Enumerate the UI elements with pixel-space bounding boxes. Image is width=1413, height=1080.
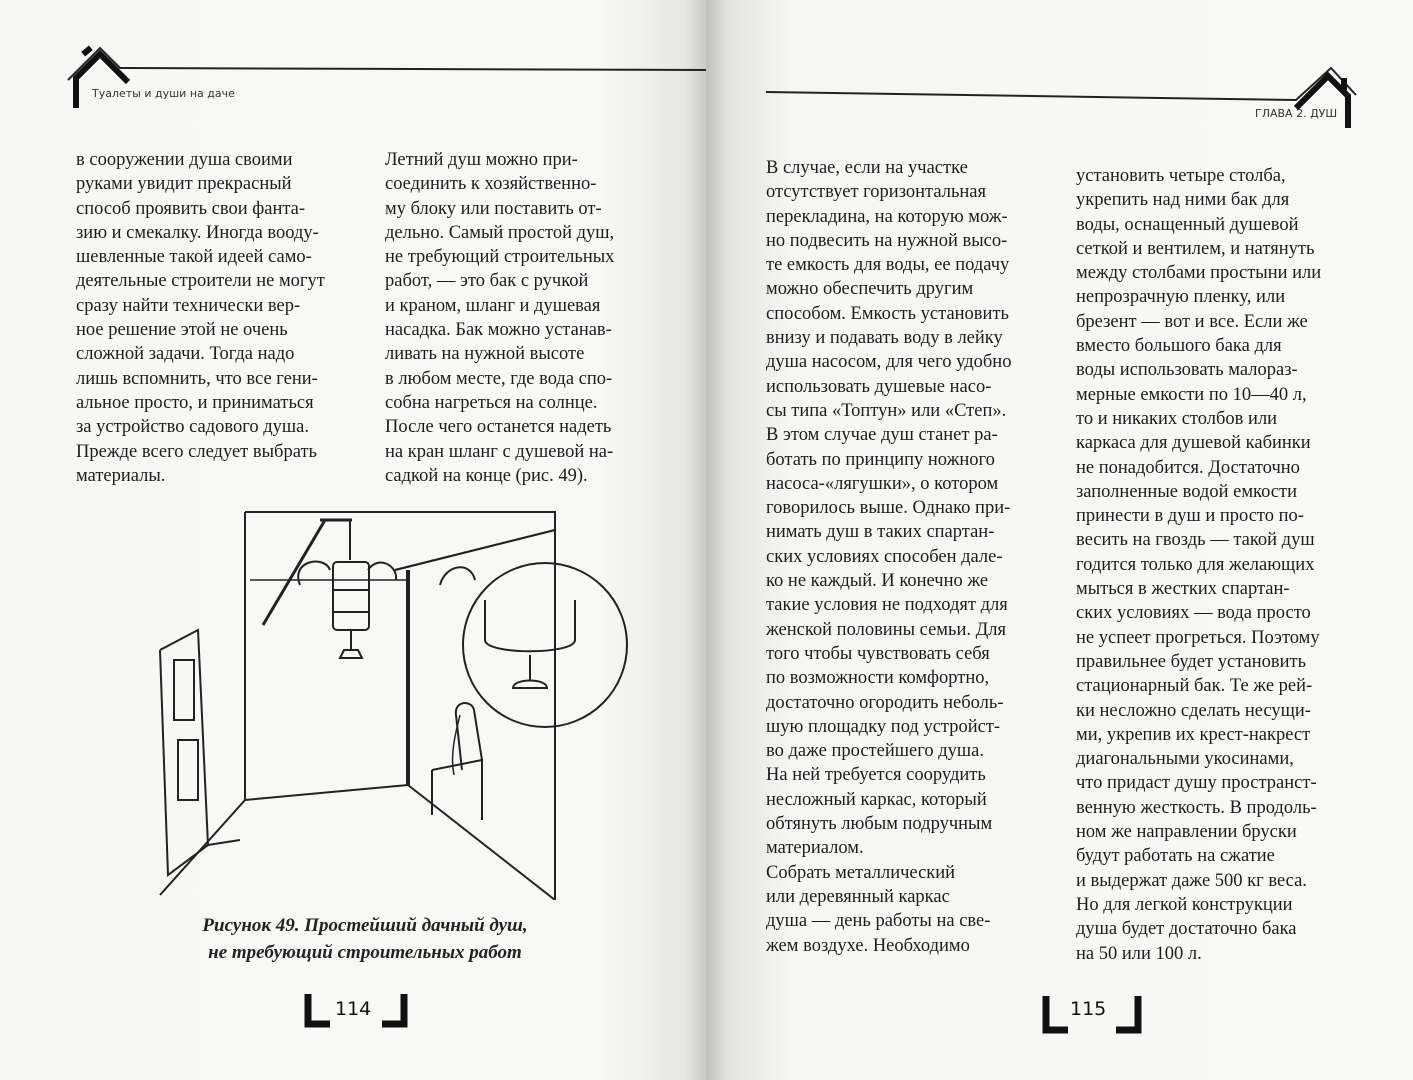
running-header: Туалеты и души на даче [92,87,235,100]
left-page [0,0,706,1080]
text-column-1: В случае, если на участке отсутствует горизонтальная перекладина, на которую мож- но подвесить на нужной высо- те емкость для воды, ее подачу можно обеспечить другим способом. Емкость установить внизу и подавать воду в лейку душа насосом, для чего удобно использовать душевые насо- сы типа «Топтун» или «Степ». В этом случае душ станет ра- ботать по принципу ножного насоса-«лягушки», о котором говорилось выше. Однако при- нимать душ в таких спартан- ских условиях способен дале- ко не каждый. И конечно же такие условия не подходят для женской половины семьи. Для того чтобы чувствовать себя по возможности комфортно, достаточно огородить неболь- шую площадку под устройст- во даже простейшего душа. На ней требуется соорудить несложный каркас, который обтянуть любым подручным материалом. Собрать металлический или деревянный каркас душа — день работы на све- жем воздухе. Необходимо [766,158,1012,956]
running-header: ГЛАВА 2. ДУШ [1255,107,1338,120]
figure-caption: Рисунок 49. Простейший дачный душ, не требующий строительных работ [202,915,528,963]
page-number: 115 [1070,998,1107,1020]
house-logo-icon [0,0,706,120]
page-number: 114 [335,998,372,1020]
text-column-2: Летний душ можно при- соединить к хозяйственно- му блоку или поставить от- дельно. Самый простой душ, не требующий строительных работ, — это бак с ручкой и краном, шланг и душевая насадка. Бак можно устанав- ливать на нужной высоте в любом месте, где вода спо- собна нагреться на солнце. После чего останется надеть на кран шланг с душевой на- садкой на конце (рис. 49). [385,150,615,486]
text-column-2: установить четыре столба, укрепить над ними бак для воды, оснащенный душевой сеткой и вентилем, и натянуть между столбами простыни или непрозрачную пленку, или брезент — вот и все. Если же вместо большого бака для воды использовать малораз- мерные емкости по 10—40 л, то и никаких столбов или каркаса для душевой кабинки не понадобится. Достаточно заполненные водой емкости принести в душ и просто по- весить на гвоздь — такой душ годится только для желающих мыться в жестких спартан- ских условиях — вода просто не успеет прогреться. Поэтому правильнее будет установить стационарный бак. Те же рей- ки несложно сделать несущи- ми, укрепив их крест-накрест диагональными укосинами, что придаст душу пространст- венную жесткость. В продоль- ном же направлении бруски будут работать на сжатие и выдержат даже 500 кг веса. Но для легкой конструкции душа будет достаточно бака на 50 или 100 л. [1076,166,1322,964]
right-page [706,0,1413,1080]
shower-illustration [150,500,650,900]
text-column-1: в сооружении душа своими руками увидит прекрасный способ проявить свои фанта- зию и смекалку. Иногда вооду- шевленные такой идеей само- деятельные строители не могут сразу найти технически вер- ное решение этой не очень сложной задачи. Тогда надо лишь вспомнить, что все гени- альное просто, и приниматься за устройство садового душа. Прежде всего следует выбрать материалы. [76,150,325,486]
